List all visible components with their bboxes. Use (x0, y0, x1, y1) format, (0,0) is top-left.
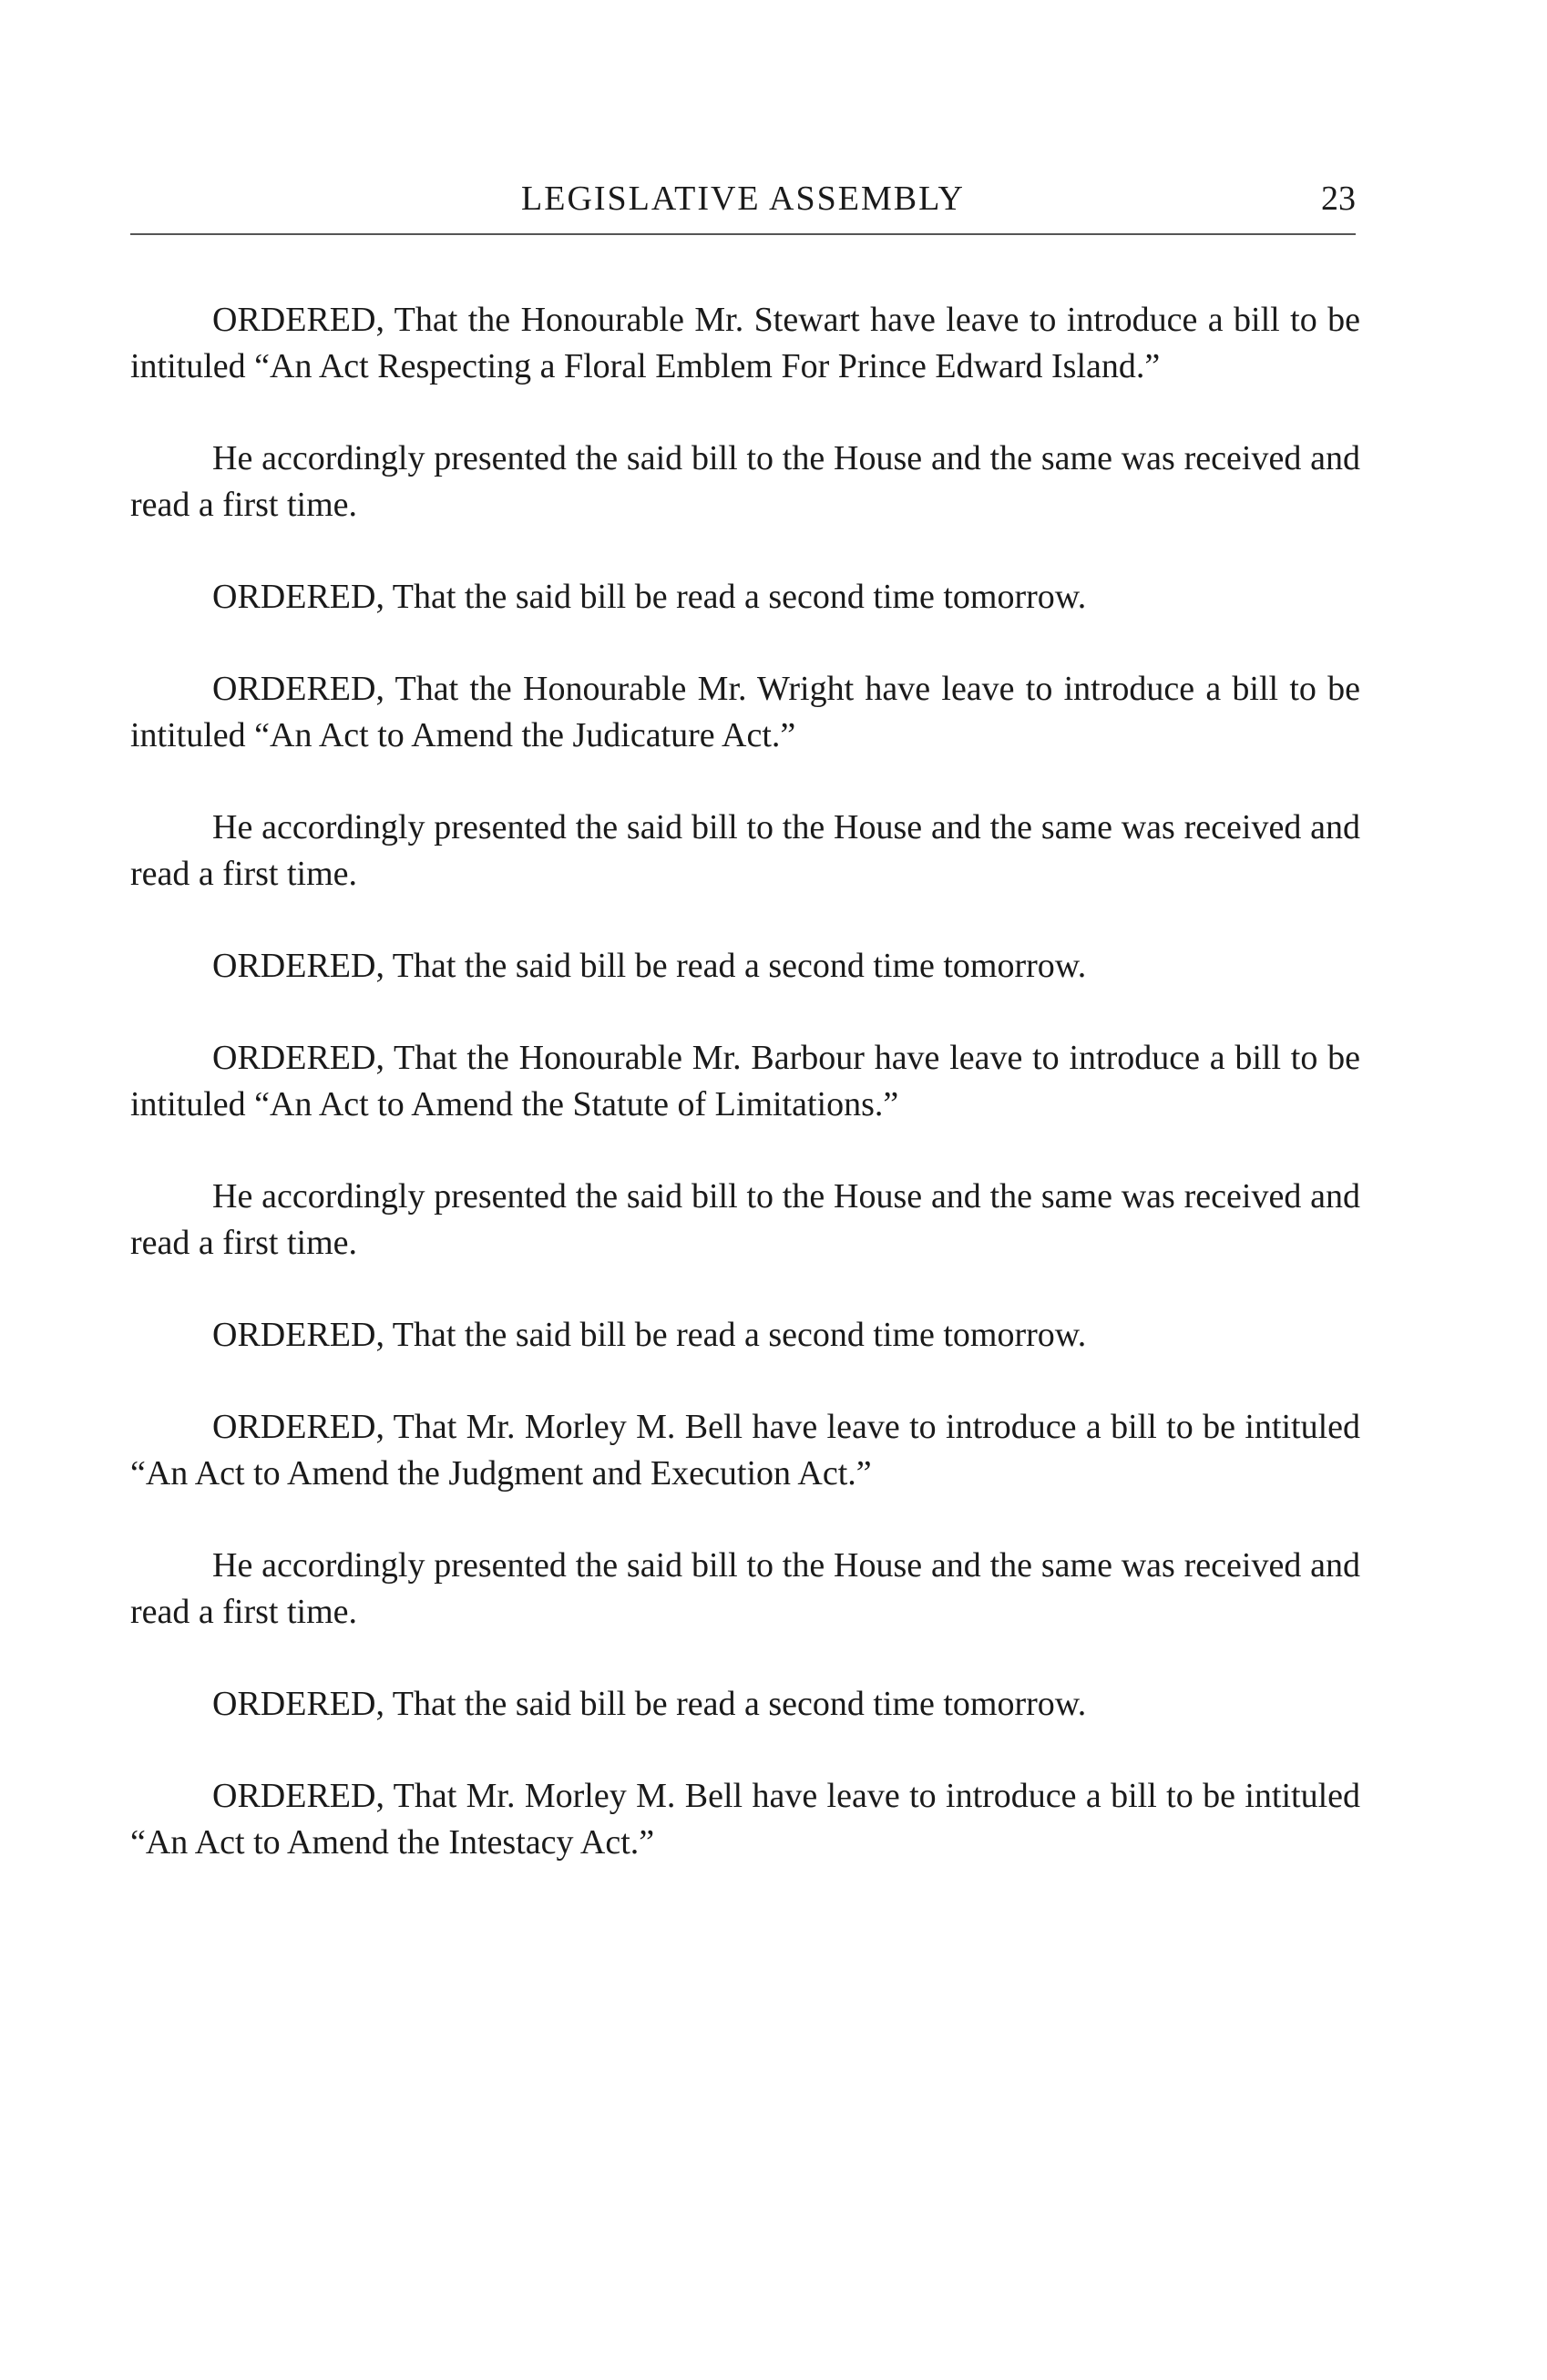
running-head: LEGISLATIVE ASSEMBLY (521, 180, 965, 218)
proceeding-paragraph: He accordingly presented the said bill to the House and the same was received and read a first time. (130, 439, 1360, 524)
order-paragraph: ORDERED, That the Honourable Mr. Stewart have leave to introduce a bill to be intituled “An Act Respecting a Floral Emblem For Prince Edward Island.” (130, 301, 1360, 385)
proceeding-paragraph: He accordingly presented the said bill to the House and the same was received and read a first time. (130, 1177, 1360, 1262)
header-rule (130, 233, 1356, 235)
proceeding-paragraph: He accordingly presented the said bill to the House and the same was received and read a first time. (130, 808, 1360, 893)
order-paragraph: ORDERED, That the Honourable Mr. Barbour have leave to introduce a bill to be intituled “An Act to Amend the Statute of Limitations.” (130, 1039, 1360, 1123)
order-paragraph: ORDERED, That the said bill be read a second time tomorrow. (212, 1685, 1087, 1723)
order-paragraph: ORDERED, That Mr. Morley M. Bell have leave to introduce a bill to be intituled “An Act to Amend the Judgment and Execution Act.” (130, 1408, 1360, 1493)
order-paragraph: ORDERED, That the said bill be read a second time tomorrow. (212, 578, 1087, 616)
journal-body (130, 297, 1360, 1912)
proceeding-paragraph: He accordingly presented the said bill to the House and the same was received and read a first time. (130, 1546, 1360, 1631)
page-header (130, 179, 1356, 228)
order-paragraph: ORDERED, That the said bill be read a second time tomorrow. (212, 1316, 1087, 1354)
order-paragraph: ORDERED, That the said bill be read a second time tomorrow. (212, 947, 1087, 985)
page-number: 23 (1321, 180, 1356, 218)
order-paragraph: ORDERED, That Mr. Morley M. Bell have leave to introduce a bill to be intituled “An Act to Amend the Intestacy Act.” (130, 1777, 1360, 1862)
order-paragraph: ORDERED, That the Honourable Mr. Wright have leave to introduce a bill to be intituled “An Act to Amend the Judicature Act.” (130, 670, 1360, 754)
